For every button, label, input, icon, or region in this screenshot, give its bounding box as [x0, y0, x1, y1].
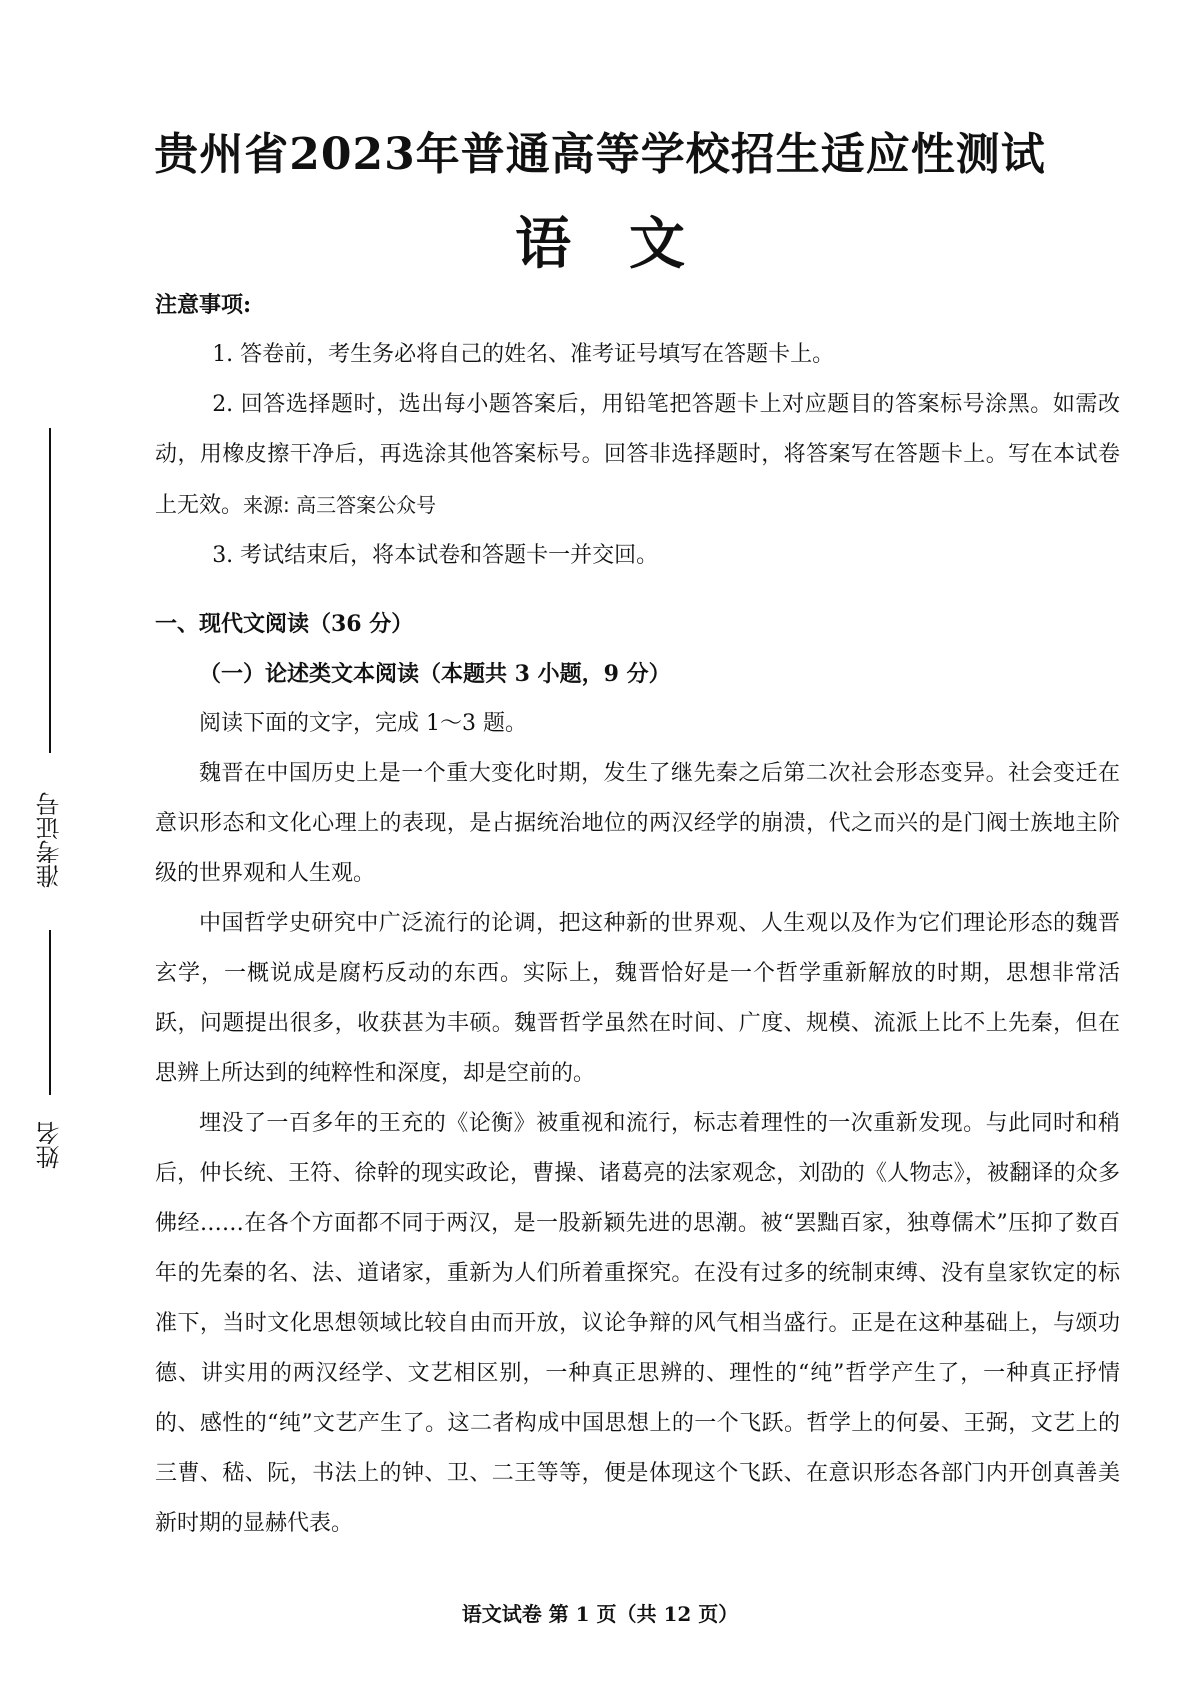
- exam-number-line: [49, 930, 51, 1095]
- exam-number-label: 准考证号: [36, 792, 64, 888]
- notice-item-3: 3. 考试结束后，将本试卷和答题卡一并交回。: [212, 543, 659, 568]
- notice-item-1: 1. 答卷前，考生务必将自己的姓名、准考证号填写在答题卡上。: [212, 342, 835, 367]
- reading-paragraph-3: 埋没了一百多年的王充的《论衡》被重视和流行，标志着理性的一次重新发现。与此同时和稍后，仲长统、王符、徐幹的现实政论，曹操、诸葛亮的法家观念，刘劭的《人物志》，被翻译的众多佛经……在各个方面都不同于两汉，是一股新颖先进的思潮。被“罢黜百家，独尊儒术”压抑了数百年的先秦的名、法、道诸家，重新为人们所着重探究。在没有过多的统制束缚、没有皇家钦定的标准下，当时文化思想领域比较自由而开放，议论争辩的风气相当盛行。正是在这种基础上，与颂功德、讲实用的两汉经学、文艺相区别，一种真正思辨的、理性的“纯”哲学产生了，一种真正抒情的、感性的“纯”文艺产生了。这二者构成中国思想上的一个飞跃。哲学上的何晏、王弼，文艺上的三曹、嵇、阮，书法上的钟、卫、二王等等，便是体现这个飞跃、在意识形态各部门内开创真善美新时期的显赫代表。: [155, 1111, 1120, 1536]
- notice-heading: 注意事项:: [155, 292, 252, 318]
- section-heading: 一、现代文阅读（36 分）: [155, 611, 414, 637]
- subsection-heading: （一）论述类文本阅读（本题共 3 小题，9 分）: [199, 661, 671, 687]
- source-note: 来源: 高三答案公众号: [243, 493, 437, 517]
- reading-paragraph-2: 中国哲学史研究中广泛流行的论调，把这种新的世界观、人生观以及作为它们理论形态的魏晋玄学，一概说成是腐朽反动的东西。实际上，魏晋恰好是一个哲学重新解放的时期，思想非常活跃，问题提出很多，收获甚为丰硕。魏晋哲学虽然在时间、广度、规模、流派上比不上先秦，但在思辨上所达到的纯粹性和深度，却是空前的。: [155, 911, 1120, 1086]
- reading-instruction: 阅读下面的文字，完成 1～3 题。: [199, 711, 527, 736]
- reading-paragraph-1: 魏晋在中国历史上是一个重大变化时期，发生了继先秦之后第二次社会形态变异。社会变迁在意识形态和文化心理上的表现，是占据统治地位的两汉经学的崩溃，代之而兴的是门阀士族地主阶级的世界观和人生观。: [155, 761, 1120, 886]
- notice-item-2: [155, 380, 1120, 531]
- page-footer: 语文试卷 第 1 页（共 12 页）: [461, 1602, 739, 1626]
- binding-line-top: [49, 428, 51, 753]
- notice-item-2-text: 2. 回答选择题时，选出每小题答案后，用铅笔把答题卡上对应题目的答案标号涂黑。如需改动，用橡皮擦干净后，再选涂其他答案标号。回答非选择题时，将答案写在答题卡上。写在本试卷上无效。: [155, 392, 1120, 518]
- name-label: 姓名: [36, 1121, 64, 1169]
- exam-content: [155, 280, 1120, 1549]
- exam-title: 贵州省2023年普通高等学校招生适应性测试: [154, 129, 1046, 180]
- subject-title: 语文: [515, 211, 743, 277]
